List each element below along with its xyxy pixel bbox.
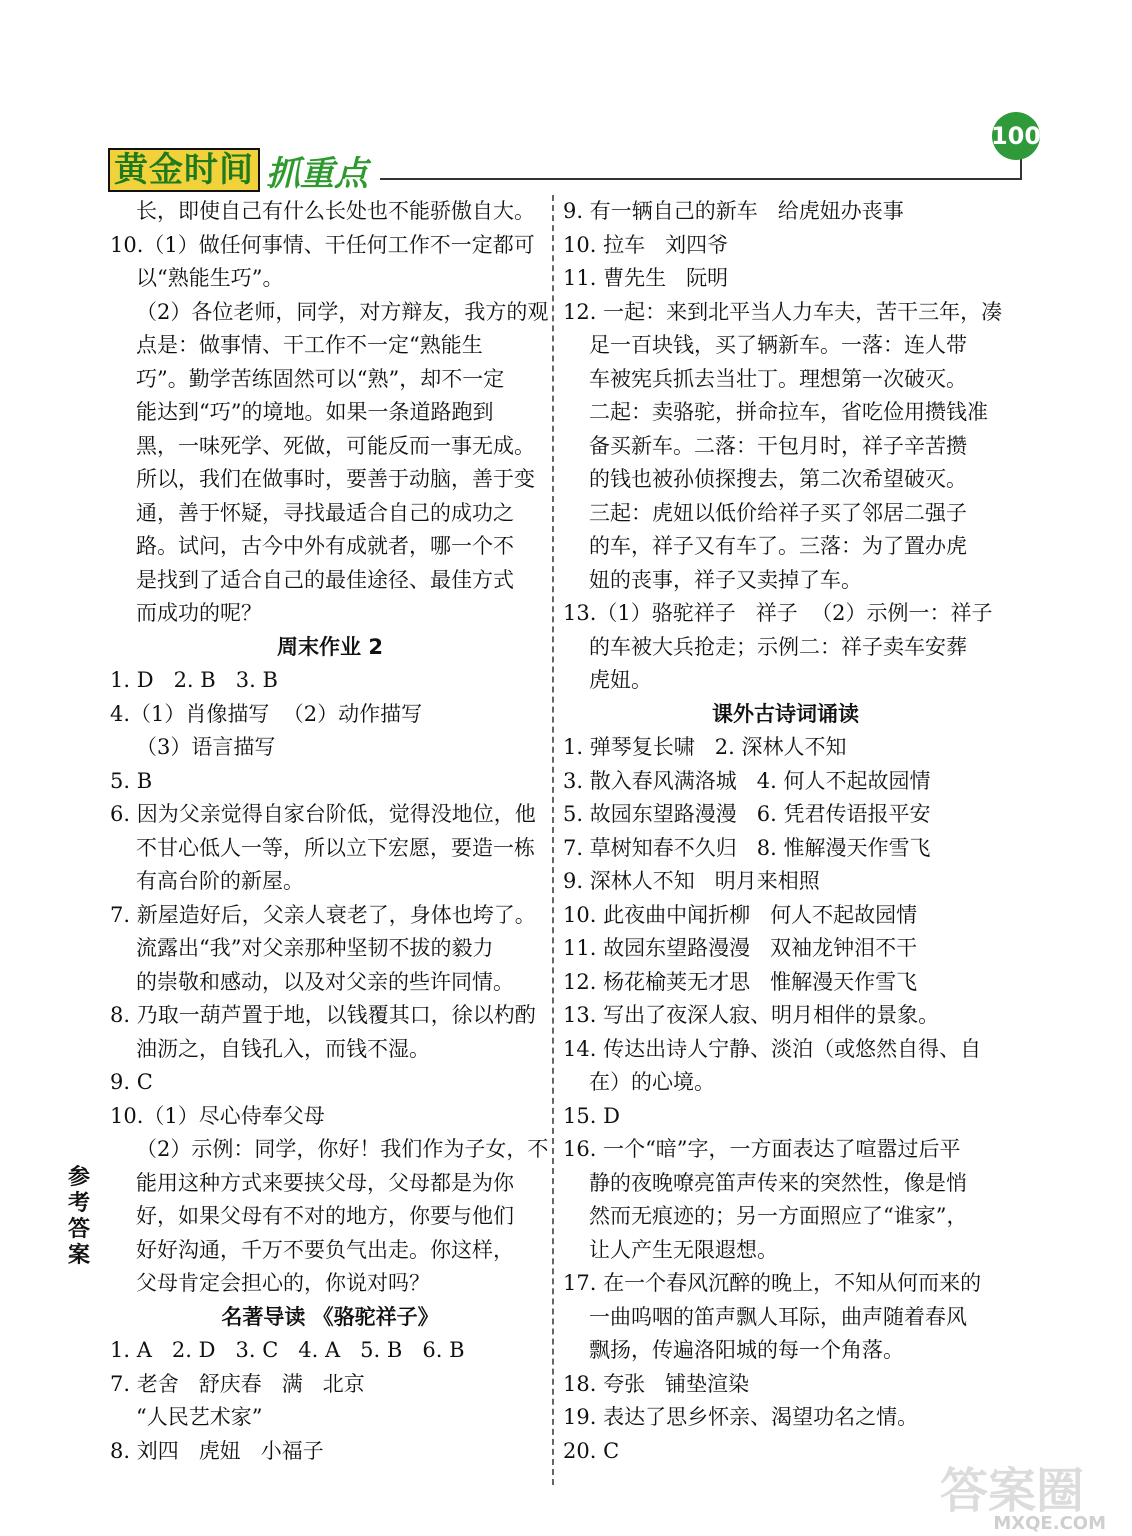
answer-line: （3）语言描写 xyxy=(136,735,276,759)
answer-line: 不甘心低人一等，所以立下宏愿，要造一栋 xyxy=(136,835,535,860)
header-rule xyxy=(380,178,1020,180)
answer-line: 巧”。勤学苦练固然可以“熟”，却不一定 xyxy=(136,366,505,391)
section-title: 名著导读 《骆驼祥子》 xyxy=(221,1304,439,1329)
answer-line: 妞的丧事，祥子又卖掉了车。 xyxy=(589,567,862,592)
answer-line: 所以，我们在做事时，要善于动脑，善于变 xyxy=(136,467,535,491)
answer-line: 17. 在一个春风沉醉的晚上，不知从何而来的 xyxy=(563,1271,982,1295)
answer-line: 好，如果父母有不对的地方，你要与他们 xyxy=(136,1204,514,1228)
answer-line: 1. A 2. D 3. C 4. A 5. B 6. B xyxy=(110,1338,465,1362)
answer-line: 5. 故园东望路漫漫 6. 凭君传语报平安 xyxy=(563,802,931,826)
answer-line: 的崇敬和感动，以及对父亲的些许同情。 xyxy=(136,969,514,994)
answer-line: 8. 刘四 虎妞 小福子 xyxy=(110,1438,324,1463)
answer-line: 5. B xyxy=(110,768,153,793)
answer-line: 飘扬，传遍洛阳城的每一个角落。 xyxy=(589,1338,904,1362)
answer-line: 有高台阶的新屋。 xyxy=(136,869,304,893)
answer-line: 点是：做事情、干工作不一定“熟能生 xyxy=(136,333,483,357)
answer-line: 虎妞。 xyxy=(589,668,652,692)
answer-line: 10.（1）尽心侍奉父母 xyxy=(110,1103,325,1128)
answer-line: 是找到了适合自己的最佳途径、最佳方式 xyxy=(136,567,514,592)
answer-line: 流露出“我”对父亲那种坚韧不拔的毅力 xyxy=(136,936,494,960)
answer-line: 让人产生无限遐想。 xyxy=(589,1237,778,1262)
answer-line: 10. 此夜曲中闻折柳 何人不起故园情 xyxy=(563,902,918,927)
answer-line: 三起：虎妞以低价给祥子买了邻居二强子 xyxy=(589,500,967,525)
answer-line: 15. D xyxy=(563,1103,620,1128)
answer-line: 7. 草树知春不久归 8. 惟解漫天作雪飞 xyxy=(563,835,931,860)
answer-line: 能达到“巧”的境地。如果一条道路跑到 xyxy=(136,400,494,424)
answer-line: 油沥之，自钱孔入，而钱不湿。 xyxy=(136,1036,430,1061)
answer-line: 的车被大兵抢走；示例二：祥子卖车安葬 xyxy=(589,634,967,659)
answer-line: 6. 因为父亲觉得自家台阶低，觉得没地位，他 xyxy=(110,802,536,826)
answer-line: 一曲呜咽的笛声飘人耳际，曲声随着春风 xyxy=(589,1304,967,1329)
answer-line: 19. 表达了思乡怀亲、渴望功名之情。 xyxy=(563,1405,919,1429)
answer-line: 黑，一味死学、死做，可能反而一事无成。 xyxy=(136,433,535,458)
answer-line: 长，即使自己有什么长处也不能骄傲自大。 xyxy=(136,199,535,223)
answer-line: “人民艺术家” xyxy=(136,1405,263,1429)
answer-line: 通，善于怀疑，寻找最适合自己的成功之 xyxy=(136,500,514,525)
answer-line: 16. 一个“暗”字，一方面表达了喧嚣过后平 xyxy=(563,1137,961,1161)
answer-line: 1. 弹琴复长啸 2. 深林人不知 xyxy=(563,735,847,759)
answer-line: 9. C xyxy=(110,1070,153,1094)
answer-line: 备买新车。二落：干包月时，祥子辛苦攒 xyxy=(589,433,967,458)
answer-line: 10. 拉车 刘四爷 xyxy=(563,232,729,257)
left-column xyxy=(110,195,550,1468)
answer-line: 12. 一起：来到北平当人力车夫，苦干三年，凑 xyxy=(563,299,1003,324)
side-label: 参考答案 xyxy=(67,1165,90,1268)
answer-line: 7. 新屋造好后，父亲人衰老了，身体也垮了。 xyxy=(110,902,536,927)
answer-line: 静的夜晚嘹亮笛声传来的突然性，像是悄 xyxy=(589,1170,967,1195)
answer-line: 足一百块钱，买了辆新车。一落：连人带 xyxy=(589,333,967,357)
answer-line: 13. 写出了夜深人寂、明月相伴的景象。 xyxy=(563,1003,940,1027)
watermark-logo: 答案圈 xyxy=(939,1462,1084,1519)
answer-line: （2）各位老师，同学，对方辩友，我方的观 xyxy=(136,299,549,324)
answer-line: 1. D 2. B 3. B xyxy=(110,668,278,692)
answer-line: 9. 深林人不知 明月来相照 xyxy=(563,869,820,893)
section-title: 周末作业 2 xyxy=(277,634,383,659)
answer-line: 车被宪兵抓去当壮丁。理想第一次破灭。 xyxy=(589,366,967,391)
answer-line: 在）的心境。 xyxy=(589,1070,715,1094)
page-number: 100 xyxy=(992,112,1040,160)
answer-line: 的钱也被孙侦探搜去，第二次希望破灭。 xyxy=(589,467,967,491)
section-title: 课外古诗词诵读 xyxy=(712,701,859,726)
answer-line: 11. 故园东望路漫漫 双袖龙钟泪不干 xyxy=(563,936,918,960)
answer-line: 8. 乃取一葫芦置于地，以钱覆其口，徐以杓酌 xyxy=(110,1003,536,1027)
answer-line: 14. 传达出诗人宁静、淡泊（或悠然自得、自 xyxy=(563,1036,982,1061)
answer-line: 父母肯定会担心的，你说对吗？ xyxy=(136,1271,430,1295)
brand-main: 黄金时间 xyxy=(108,148,260,192)
answer-line: 11. 曹先生 阮明 xyxy=(563,266,729,290)
answer-line: 的车，祥子又有车了。三落：为了置办虎 xyxy=(589,534,967,558)
right-column xyxy=(563,195,1008,1468)
answer-line: 7. 老舍 舒庆春 满 北京 xyxy=(110,1371,365,1396)
watermark-url: MXQE.COM xyxy=(993,1513,1106,1534)
answer-line: 20. C xyxy=(563,1438,620,1463)
answer-line: 3. 散入春风满洛城 4. 何人不起故园情 xyxy=(563,768,931,793)
answer-line: 9. 有一辆自己的新车 给虎妞办丧事 xyxy=(563,199,904,223)
answer-line: 10.（1）做任何事情、干任何工作不一定都可 xyxy=(110,232,535,257)
answer-line: （2）示例：同学，你好！我们作为子女，不 xyxy=(136,1137,549,1161)
header-brand xyxy=(108,150,368,194)
answer-line: 12. 杨花榆荚无才思 惟解漫天作雪飞 xyxy=(563,969,918,994)
answer-line: 13.（1）骆驼祥子 祥子 （2）示例一：祥子 xyxy=(563,601,993,625)
answer-line: 二起：卖骆驼，拼命拉车，省吃俭用攒钱准 xyxy=(589,400,988,424)
answer-line: 4.（1）肖像描写 （2）动作描写 xyxy=(110,701,423,726)
answer-line: 18. 夸张 铺垫渲染 xyxy=(563,1371,750,1396)
answer-line: 然而无痕迹的；另一方面照应了“谁家”， xyxy=(589,1204,968,1228)
answer-line: 路。试问，古今中外有成就者，哪一个不 xyxy=(136,534,514,558)
answer-line: 而成功的呢？ xyxy=(136,601,262,625)
answer-line: 以“熟能生巧”。 xyxy=(136,266,284,290)
brand-sub: 抓重点 xyxy=(266,153,368,194)
answer-line: 好好沟通，千万不要负气出走。你这样， xyxy=(136,1237,514,1262)
answer-line: 能用这种方式来要挟父母，父母都是为你 xyxy=(136,1170,514,1195)
column-divider xyxy=(552,195,554,1485)
